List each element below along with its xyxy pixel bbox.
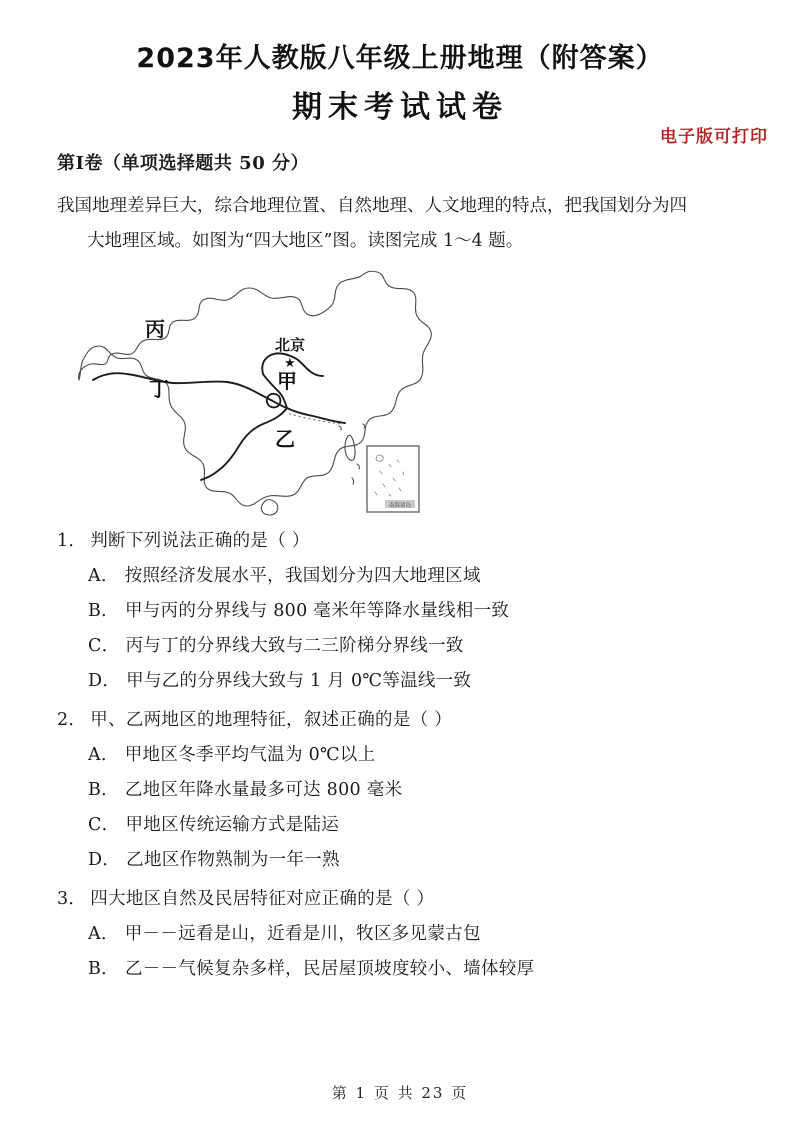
option-key: D．	[88, 850, 121, 871]
option-key: B．	[88, 780, 119, 801]
taiwan-island	[345, 436, 355, 461]
question-3-stem	[57, 882, 760, 917]
option-text: 乙地区作物熟制为一年一熟	[126, 850, 340, 871]
question-3-text: 四大地区自然及民居特征对应正确的是（ ）	[90, 889, 435, 910]
option-text: 甲与丙的分界线与 800 毫米年等降水量线相一致	[124, 601, 510, 622]
islet-b	[352, 478, 354, 484]
map-svg	[67, 268, 437, 518]
option-text: 甲地区传统运输方式是陆运	[125, 815, 340, 836]
hainan-island	[261, 500, 277, 515]
option-text: 甲－－远看是山，近看是川，牧区多见蒙古包	[124, 924, 481, 945]
question-1-number: 1．	[57, 531, 87, 552]
option-text: 甲地区冬季平均气温为 0℃以上	[124, 745, 376, 766]
question-3	[57, 882, 760, 987]
printable-stamp: 电子版可打印	[660, 127, 768, 147]
intro-line-1: 我国地理差异巨大，综合地理位置、自然地理、人文地理的特点，把我国划分为四	[57, 195, 687, 216]
option-key: A．	[88, 924, 119, 945]
option-key: D．	[88, 671, 121, 692]
map-label-yi: 乙	[275, 427, 295, 452]
islet-d	[363, 424, 365, 428]
question-2-number: 2．	[57, 710, 87, 731]
option-text: 乙地区年降水量最多可达 800 毫米	[124, 780, 403, 801]
question-2	[57, 703, 760, 878]
question-2-option-a[interactable]	[57, 738, 760, 773]
question-2-option-c[interactable]	[57, 808, 760, 843]
inset-caption: 南海诸岛	[388, 503, 412, 510]
boundary-northwest-tibet	[93, 374, 287, 409]
option-text: 按照经济发展水平，我国划分为四大地理区域	[124, 566, 481, 587]
exam-content	[0, 150, 800, 988]
option-text: 甲与乙的分界线大致与 1 月 0℃等温线一致	[126, 671, 472, 692]
intro-paragraph	[57, 189, 760, 261]
page-title: 2023年人教版八年级上册地理（附答案）	[136, 43, 664, 74]
option-text: 乙－－气候复杂多样，民居屋顶坡度较小、墙体较厚	[124, 959, 535, 980]
beijing-star-icon: ★	[284, 356, 296, 372]
option-key: C．	[88, 636, 120, 657]
question-3-number: 3．	[57, 889, 87, 910]
map-label-beijing: 北京	[275, 336, 306, 355]
question-1	[57, 524, 760, 699]
option-key: A．	[88, 745, 119, 766]
boundary-north-south	[287, 408, 345, 423]
option-key: C．	[88, 815, 120, 836]
question-3-option-b[interactable]	[57, 952, 760, 987]
question-1-text: 判断下列说法正确的是（ ）	[90, 531, 310, 552]
option-key: B．	[88, 601, 119, 622]
page-subtitle: 期末考试试卷	[292, 89, 508, 125]
page-footer: 第 1 页 共 23 页	[331, 1084, 469, 1102]
intro-line-2: 大地理区域。如图为“四大地区”图。读图完成 1～4 题。	[87, 231, 524, 252]
qinling-dotted-line	[289, 414, 343, 424]
map-label-ding: 丁	[149, 377, 169, 402]
question-1-option-b[interactable]	[57, 594, 760, 629]
china-four-regions-map	[57, 268, 760, 518]
question-1-option-c[interactable]	[57, 629, 760, 664]
option-key: A．	[88, 566, 119, 587]
south-china-sea-inset	[367, 446, 419, 512]
question-2-stem	[57, 703, 760, 738]
question-1-option-d[interactable]	[57, 664, 760, 699]
section-heading: 第Ⅰ卷（单项选择题共 50 分）	[57, 152, 310, 174]
option-key: B．	[88, 959, 119, 980]
question-2-text: 甲、乙两地区的地理特征，叙述正确的是（ ）	[90, 710, 453, 731]
question-1-stem	[57, 524, 760, 559]
option-text: 丙与丁的分界线大致与二三阶梯分界线一致	[125, 636, 464, 657]
question-2-option-d[interactable]	[57, 843, 760, 878]
map-label-jia: 甲	[277, 369, 297, 394]
islet-c	[339, 426, 341, 430]
map-label-bing: 丙	[145, 317, 165, 342]
islet-a	[357, 464, 359, 469]
question-2-option-b[interactable]	[57, 773, 760, 808]
question-3-option-a[interactable]	[57, 917, 760, 952]
question-1-option-a[interactable]	[57, 559, 760, 594]
